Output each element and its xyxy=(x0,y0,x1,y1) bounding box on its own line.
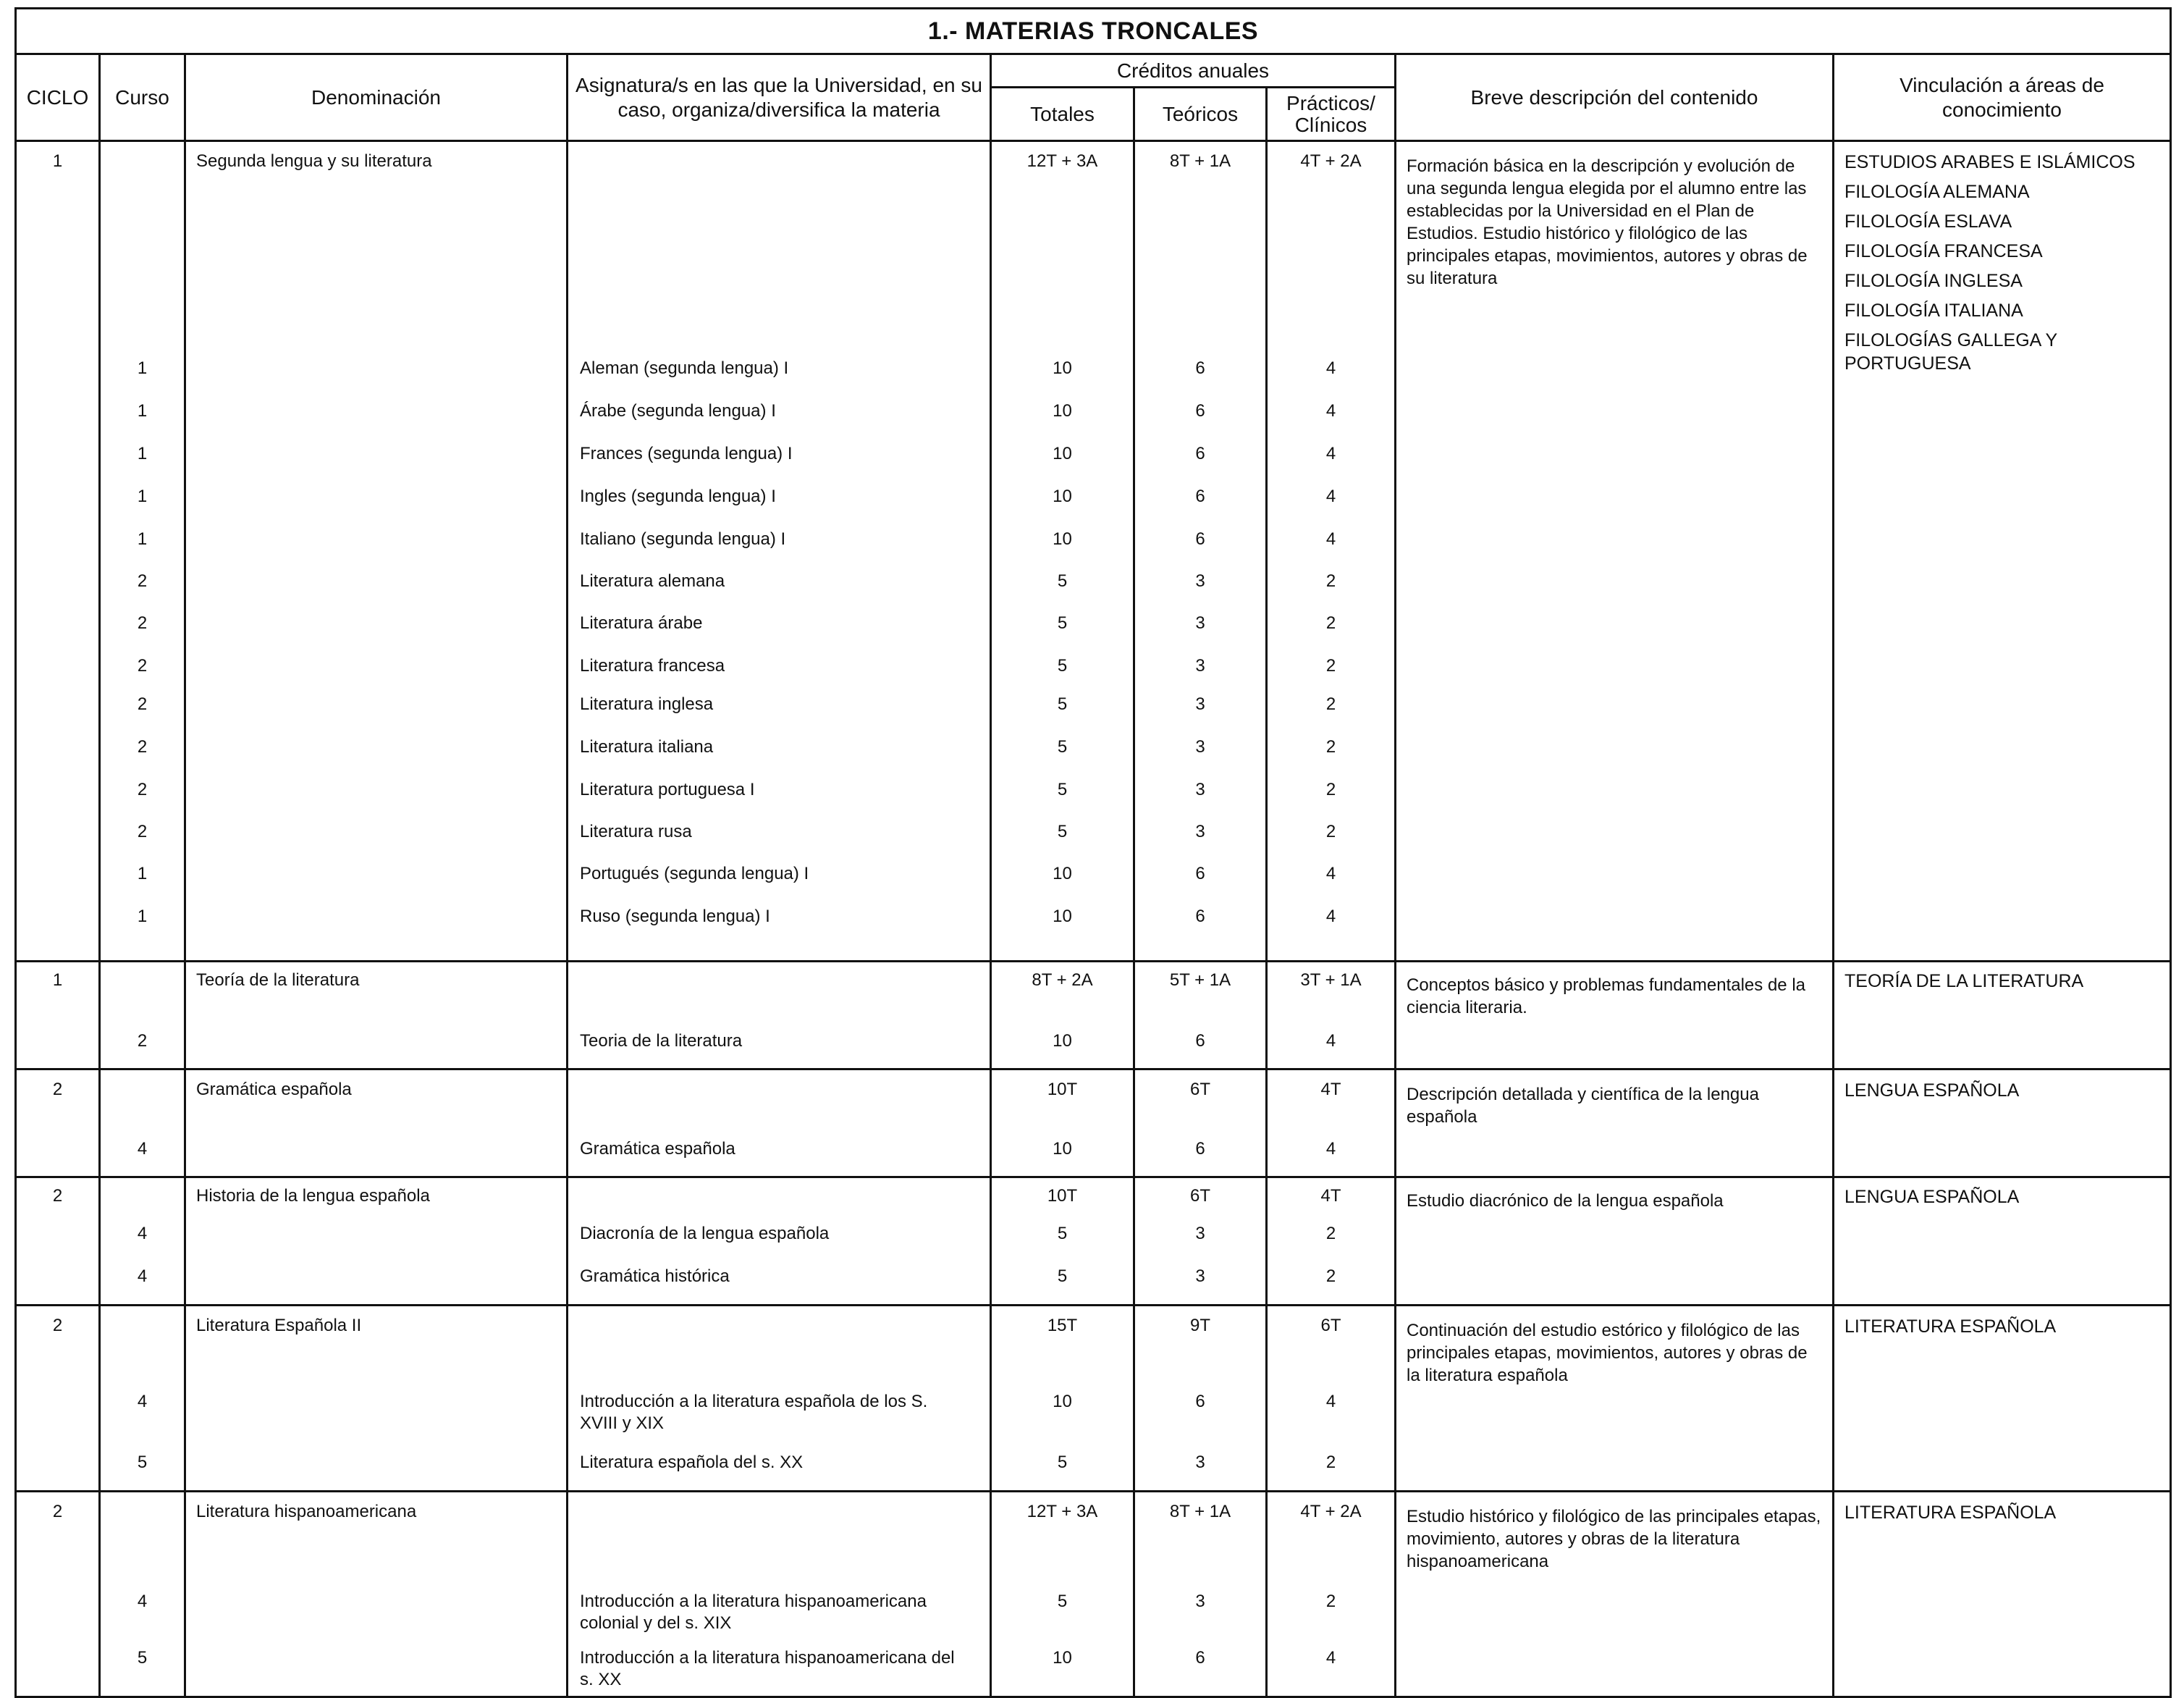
subject-totales: 10 xyxy=(1053,444,1072,463)
cell-descripcion xyxy=(1396,1069,1834,1177)
cell-asignaturas xyxy=(568,962,991,1069)
subject-totales: 5 xyxy=(1057,780,1068,799)
cell-curso xyxy=(100,1306,185,1492)
subject-teoricos: 3 xyxy=(1195,780,1205,799)
subject-name: Diacronía de la lengua española xyxy=(580,1224,830,1243)
cell-denominacion xyxy=(185,1306,568,1492)
creditos-totales: 12T + 3A xyxy=(1026,1502,1098,1521)
cell-descripcion xyxy=(1396,962,1834,1069)
subject-teoricos: 3 xyxy=(1195,1453,1205,1472)
subject-totales: 5 xyxy=(1057,694,1068,714)
subject-name: Portugués (segunda lengua) I xyxy=(580,864,809,883)
subject-name: Literatura española del s. XX xyxy=(580,1453,804,1472)
subject-totales: 10 xyxy=(1053,1648,1072,1668)
subject-practicos: 2 xyxy=(1325,780,1336,799)
subject-name: Gramática histórica xyxy=(580,1266,730,1286)
subject-totales: 10 xyxy=(1053,1392,1072,1411)
subject-teoricos: 6 xyxy=(1195,529,1205,549)
subject-teoricos: 6 xyxy=(1195,1139,1205,1159)
subject-curso: 1 xyxy=(137,487,148,506)
subject-practicos: 2 xyxy=(1325,656,1336,676)
cell-curso xyxy=(100,1492,185,1697)
cell-vinculacion xyxy=(1834,1069,2171,1177)
subject-totales: 5 xyxy=(1057,1592,1068,1611)
subject-totales: 5 xyxy=(1057,656,1068,676)
subject-teoricos: 6 xyxy=(1195,1392,1205,1411)
subject-totales: 10 xyxy=(1053,401,1072,421)
subject-teoricos: 3 xyxy=(1195,656,1205,676)
subject-name: Literatura alemana xyxy=(580,571,725,591)
cell-ciclo xyxy=(16,1492,100,1697)
creditos-teoricos: 6T xyxy=(1189,1080,1210,1099)
subject-curso: 5 xyxy=(137,1648,148,1668)
subject-practicos: 4 xyxy=(1325,401,1336,421)
cell-curso xyxy=(100,141,185,962)
subject-curso: 2 xyxy=(137,822,148,841)
cell-asignaturas xyxy=(568,141,991,962)
cell-curso xyxy=(100,1069,185,1177)
cell-vinculacion xyxy=(1834,1306,2171,1492)
subject-teoricos: 3 xyxy=(1195,1224,1205,1243)
header-teoricos: Teóricos xyxy=(1134,88,1267,141)
cell-totales xyxy=(991,962,1134,1069)
subject-practicos: 4 xyxy=(1325,529,1336,549)
knowledge-areas xyxy=(1844,1315,2162,1345)
cell-ciclo xyxy=(16,1177,100,1306)
knowledge-areas xyxy=(1844,1501,2162,1531)
cell-asignaturas xyxy=(568,1492,991,1697)
subject-curso: 1 xyxy=(137,907,148,926)
cell-descripcion xyxy=(1396,1306,1834,1492)
subject-practicos: 2 xyxy=(1325,737,1336,757)
creditos-practicos: 4T xyxy=(1320,1186,1341,1206)
subject-name: Literatura italiana xyxy=(580,737,714,757)
subject-teoricos: 6 xyxy=(1195,487,1205,506)
header-vinculacion: Vinculación a áreas de conocimiento xyxy=(1834,54,2171,141)
subject-practicos: 4 xyxy=(1325,444,1336,463)
ciclo-value: 2 xyxy=(52,1186,63,1206)
cell-vinculacion xyxy=(1834,962,2171,1069)
subject-name: Literatura rusa xyxy=(580,822,692,841)
subject-practicos: 4 xyxy=(1325,864,1336,883)
content-description: Descripción detallada y científica de la lengua española xyxy=(1407,1085,1759,1127)
subject-totales: 10 xyxy=(1053,1031,1072,1051)
cell-descripcion xyxy=(1396,141,1834,962)
knowledge-area: LITERATURA ESPAÑOLA xyxy=(1844,1502,2057,1523)
knowledge-areas xyxy=(1844,970,2162,999)
header-creditos-anuales: Créditos anuales xyxy=(991,54,1396,88)
subject-name: Ruso (segunda lengua) I xyxy=(580,907,770,926)
subject-curso: 2 xyxy=(137,694,148,714)
content-description: Formación básica en la descripción y evolución de una segunda lengua elegida por el alumno entre las establecidas por la Universidad en el Plan de Estudios. Estudio histórico y filológico de las principales etapas, movimientos, autores y obras de su literatura xyxy=(1407,156,1808,288)
knowledge-area: FILOLOGÍA ESLAVA xyxy=(1844,211,2012,232)
subject-totales: 5 xyxy=(1057,1224,1068,1243)
table-row xyxy=(16,1306,2171,1492)
subject-practicos: 2 xyxy=(1325,694,1336,714)
table-row xyxy=(16,962,2171,1069)
subject-teoricos: 3 xyxy=(1195,737,1205,757)
subject-curso: 1 xyxy=(137,444,148,463)
knowledge-area: LITERATURA ESPAÑOLA xyxy=(1844,1316,2057,1337)
subject-name: Italiano (segunda lengua) I xyxy=(580,529,786,549)
subject-curso: 4 xyxy=(137,1266,148,1286)
subject-practicos: 2 xyxy=(1325,1453,1336,1472)
cell-practicos xyxy=(1267,141,1396,962)
cell-totales xyxy=(991,141,1134,962)
subject-practicos: 4 xyxy=(1325,487,1336,506)
cell-denominacion xyxy=(185,1177,568,1306)
subject-curso: 4 xyxy=(137,1392,148,1411)
subject-name: Literatura francesa xyxy=(580,656,725,676)
cell-totales xyxy=(991,1492,1134,1697)
subject-practicos: 2 xyxy=(1325,613,1336,633)
subject-name: Ingles (segunda lengua) I xyxy=(580,487,776,506)
cell-teoricos xyxy=(1134,1306,1267,1492)
subject-name: Teoria de la literatura xyxy=(580,1031,743,1051)
cell-denominacion xyxy=(185,141,568,962)
subject-totales: 10 xyxy=(1053,1139,1072,1159)
subject-curso: 4 xyxy=(137,1592,148,1611)
creditos-teoricos: 8T + 1A xyxy=(1169,151,1231,171)
subject-practicos: 2 xyxy=(1325,571,1336,591)
cell-ciclo xyxy=(16,1306,100,1492)
subject-name: Árabe (segunda lengua) I xyxy=(580,401,776,421)
header-asignaturas: Asignatura/s en las que la Universidad, en su caso, organiza/diversifica la materia xyxy=(568,54,991,141)
materia-name: Segunda lengua y su literatura xyxy=(196,151,432,171)
subject-teoricos: 6 xyxy=(1195,1648,1205,1668)
subject-teoricos: 6 xyxy=(1195,864,1205,883)
subject-name: Gramática española xyxy=(580,1139,735,1159)
cell-totales xyxy=(991,1069,1134,1177)
creditos-totales: 10T xyxy=(1047,1080,1078,1099)
cell-teoricos xyxy=(1134,962,1267,1069)
creditos-teoricos: 6T xyxy=(1189,1186,1210,1206)
subject-teoricos: 3 xyxy=(1195,571,1205,591)
creditos-totales: 12T + 3A xyxy=(1026,151,1098,171)
cell-teoricos xyxy=(1134,1069,1267,1177)
cell-curso xyxy=(100,962,185,1069)
header-descripcion: Breve descripción del contenido xyxy=(1396,54,1834,141)
creditos-practicos: 4T xyxy=(1320,1080,1341,1099)
cell-ciclo xyxy=(16,1069,100,1177)
subject-curso: 2 xyxy=(137,780,148,799)
subject-curso: 1 xyxy=(137,358,148,378)
creditos-practicos: 6T xyxy=(1320,1316,1341,1335)
materia-name: Teoría de la literatura xyxy=(196,970,360,990)
subject-practicos: 4 xyxy=(1325,1031,1336,1051)
knowledge-area: FILOLOGÍA INGLESA xyxy=(1844,271,2023,291)
subject-name: Introducción a la literatura hispanoamericana del s. XX xyxy=(580,1648,955,1689)
cell-practicos xyxy=(1267,1069,1396,1177)
materia-name: Literatura Española II xyxy=(196,1316,362,1335)
subject-practicos: 4 xyxy=(1325,907,1336,926)
subject-practicos: 4 xyxy=(1325,1139,1336,1159)
cell-vinculacion xyxy=(1834,141,2171,962)
header-curso: Curso xyxy=(100,54,185,141)
materias-troncales-table xyxy=(14,7,2172,1698)
cell-asignaturas xyxy=(568,1306,991,1492)
subject-practicos: 2 xyxy=(1325,1224,1336,1243)
cell-asignaturas xyxy=(568,1177,991,1306)
cell-totales xyxy=(991,1177,1134,1306)
header-totales: Totales xyxy=(991,88,1134,141)
table-title: 1.- MATERIAS TRONCALES xyxy=(16,9,2171,54)
knowledge-area: LENGUA ESPAÑOLA xyxy=(1844,1187,2020,1207)
cell-descripcion xyxy=(1396,1492,1834,1697)
subject-teoricos: 3 xyxy=(1195,1592,1205,1611)
subject-curso: 1 xyxy=(137,529,148,549)
knowledge-area: ESTUDIOS ARABES E ISLÁMICOS xyxy=(1844,152,2135,172)
cell-ciclo xyxy=(16,141,100,962)
subject-teoricos: 6 xyxy=(1195,444,1205,463)
subject-practicos: 4 xyxy=(1325,1648,1336,1668)
content-description: Estudio histórico y filológico de las principales etapas, movimiento, autores y obras de la literatura hispanoamericana xyxy=(1407,1507,1821,1571)
header-ciclo: CICLO xyxy=(16,54,100,141)
content-description: Continuación del estudio estórico y filológico de las principales etapas, movimientos, autores y obras de la literatura española xyxy=(1407,1321,1808,1385)
creditos-totales: 8T + 2A xyxy=(1032,970,1093,990)
subject-practicos: 2 xyxy=(1325,1266,1336,1286)
subject-totales: 5 xyxy=(1057,571,1068,591)
subject-curso: 1 xyxy=(137,401,148,421)
creditos-practicos: 4T + 2A xyxy=(1300,151,1362,171)
cell-practicos xyxy=(1267,1492,1396,1697)
subject-teoricos: 6 xyxy=(1195,1031,1205,1051)
ciclo-value: 2 xyxy=(52,1080,63,1099)
materia-name: Literatura hispanoamericana xyxy=(196,1502,417,1521)
subject-totales: 5 xyxy=(1057,1266,1068,1286)
ciclo-value: 2 xyxy=(52,1316,63,1335)
cell-denominacion xyxy=(185,1069,568,1177)
cell-denominacion xyxy=(185,962,568,1069)
content-description: Estudio diacrónico de la lengua española xyxy=(1407,1191,1724,1211)
cell-vinculacion xyxy=(1834,1492,2171,1697)
cell-descripcion xyxy=(1396,1177,1834,1306)
knowledge-area: FILOLOGÍA ITALIANA xyxy=(1844,300,2023,321)
header-practicos: Prácticos/ Clínicos xyxy=(1267,88,1396,141)
ciclo-value: 1 xyxy=(52,151,63,171)
knowledge-area: LENGUA ESPAÑOLA xyxy=(1844,1080,2020,1101)
subject-totales: 10 xyxy=(1053,358,1072,378)
ciclo-value: 2 xyxy=(52,1502,63,1521)
knowledge-area: TEORÍA DE LA LITERATURA xyxy=(1844,971,2084,991)
cell-teoricos xyxy=(1134,141,1267,962)
cell-practicos xyxy=(1267,1177,1396,1306)
subject-totales: 5 xyxy=(1057,613,1068,633)
table-row xyxy=(16,141,2171,962)
creditos-teoricos: 8T + 1A xyxy=(1169,1502,1231,1521)
subject-name: Aleman (segunda lengua) I xyxy=(580,358,789,378)
knowledge-areas xyxy=(1844,1185,2162,1215)
subject-totales: 5 xyxy=(1057,1453,1068,1472)
creditos-practicos: 3T + 1A xyxy=(1300,970,1362,990)
cell-asignaturas xyxy=(568,1069,991,1177)
subject-curso: 2 xyxy=(137,656,148,676)
subject-curso: 1 xyxy=(137,864,148,883)
subject-totales: 5 xyxy=(1057,822,1068,841)
materia-name: Historia de la lengua española xyxy=(196,1186,430,1206)
subject-totales: 10 xyxy=(1053,529,1072,549)
subject-totales: 10 xyxy=(1053,487,1072,506)
subject-curso: 2 xyxy=(137,737,148,757)
subject-name: Frances (segunda lengua) I xyxy=(580,444,793,463)
subject-practicos: 4 xyxy=(1325,358,1336,378)
subject-teoricos: 3 xyxy=(1195,613,1205,633)
subject-practicos: 4 xyxy=(1325,1392,1336,1411)
materia-name: Gramática española xyxy=(196,1080,352,1099)
creditos-teoricos: 9T xyxy=(1189,1316,1210,1335)
subject-curso: 2 xyxy=(137,1031,148,1051)
subject-curso: 2 xyxy=(137,571,148,591)
subject-teoricos: 3 xyxy=(1195,694,1205,714)
knowledge-area: FILOLOGÍAS GALLEGA Y PORTUGUESA xyxy=(1844,330,2057,374)
subject-curso: 4 xyxy=(137,1139,148,1159)
cell-denominacion xyxy=(185,1492,568,1697)
cell-ciclo xyxy=(16,962,100,1069)
subject-totales: 10 xyxy=(1053,907,1072,926)
document-page xyxy=(14,7,2170,1698)
subject-name: Introducción a la literatura española de los S. XVIII y XIX xyxy=(580,1392,928,1433)
creditos-practicos: 4T + 2A xyxy=(1300,1502,1362,1521)
header-denominacion: Denominación xyxy=(185,54,568,141)
cell-totales xyxy=(991,1306,1134,1492)
subject-curso: 2 xyxy=(137,613,148,633)
subject-name: Literatura portuguesa I xyxy=(580,780,755,799)
content-description: Conceptos básico y problemas fundamentales de la ciencia literaria. xyxy=(1407,975,1805,1017)
subject-practicos: 2 xyxy=(1325,822,1336,841)
subject-totales: 5 xyxy=(1057,737,1068,757)
cell-practicos xyxy=(1267,962,1396,1069)
cell-teoricos xyxy=(1134,1492,1267,1697)
cell-vinculacion xyxy=(1834,1177,2171,1306)
subject-teoricos: 3 xyxy=(1195,822,1205,841)
subject-totales: 10 xyxy=(1053,864,1072,883)
knowledge-areas xyxy=(1844,151,2162,382)
table-row xyxy=(16,1177,2171,1306)
ciclo-value: 1 xyxy=(52,970,63,990)
knowledge-area: FILOLOGÍA ALEMANA xyxy=(1844,182,2030,202)
subject-curso: 4 xyxy=(137,1224,148,1243)
subject-teoricos: 6 xyxy=(1195,358,1205,378)
creditos-totales: 15T xyxy=(1047,1316,1078,1335)
cell-curso xyxy=(100,1177,185,1306)
subject-teoricos: 6 xyxy=(1195,907,1205,926)
knowledge-areas xyxy=(1844,1079,2162,1109)
subject-name: Introducción a la literatura hispanoamericana colonial y del s. XIX xyxy=(580,1592,927,1633)
subject-curso: 5 xyxy=(137,1453,148,1472)
creditos-teoricos: 5T + 1A xyxy=(1169,970,1231,990)
subject-name: Literatura árabe xyxy=(580,613,703,633)
knowledge-area: FILOLOGÍA FRANCESA xyxy=(1844,241,2043,261)
subject-teoricos: 3 xyxy=(1195,1266,1205,1286)
creditos-totales: 10T xyxy=(1047,1186,1078,1206)
table-row xyxy=(16,1069,2171,1177)
subject-teoricos: 6 xyxy=(1195,401,1205,421)
subject-name: Literatura inglesa xyxy=(580,694,714,714)
cell-teoricos xyxy=(1134,1177,1267,1306)
subject-practicos: 2 xyxy=(1325,1592,1336,1611)
table-row xyxy=(16,1492,2171,1697)
cell-practicos xyxy=(1267,1306,1396,1492)
